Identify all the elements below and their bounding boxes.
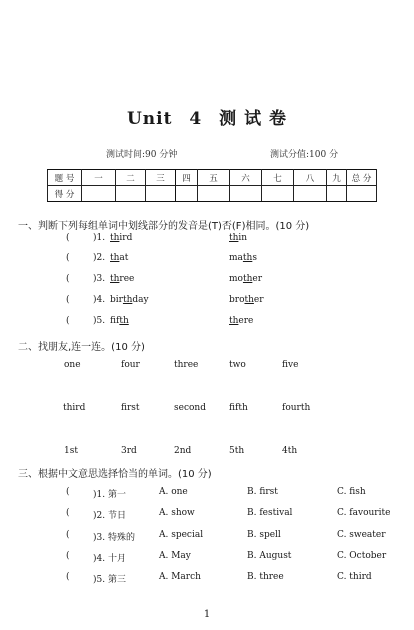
word-a-underlined: th (110, 253, 120, 263)
word-b-prefix: ma (229, 253, 243, 263)
score-cell (262, 186, 294, 202)
word-a (110, 316, 129, 326)
option-c[interactable]: C. fish (337, 487, 366, 497)
word-b-prefix: mo (229, 274, 243, 284)
score-cell (176, 186, 198, 202)
word-b (229, 253, 257, 263)
page-number: 1 (203, 609, 211, 620)
word-a-underlined: th (110, 233, 120, 243)
option-a[interactable]: A. March (159, 572, 201, 582)
match-word[interactable]: first (121, 403, 140, 413)
option-c[interactable]: C. favourite (337, 508, 391, 518)
title-name: 测 试 卷 (219, 109, 288, 129)
score-header-cell: 三 (146, 170, 176, 186)
option-c[interactable]: C. October (337, 551, 387, 561)
match-word[interactable]: 2nd (174, 446, 192, 456)
match-word[interactable]: fifth (229, 403, 248, 413)
match-word[interactable]: third (63, 403, 86, 413)
option-a[interactable]: A. May (159, 551, 191, 561)
word-a (110, 295, 149, 305)
match-word[interactable]: 4th (282, 446, 298, 456)
score-header-cell: 五 (198, 170, 230, 186)
question-number: )5. (93, 316, 106, 326)
score-table (47, 169, 377, 202)
word-b-underlined: th (242, 253, 253, 263)
answer-paren[interactable]: ( (66, 316, 70, 326)
question-number: )1. 第一 (93, 490, 126, 500)
word-a-underlined: th (119, 316, 129, 326)
word-a-suffix: ird (119, 233, 133, 243)
match-word[interactable]: 3rd (121, 446, 137, 456)
section3-question (0, 572, 414, 586)
word-b-suffix: s (252, 253, 257, 263)
match-word[interactable]: second (174, 403, 206, 413)
score-cell (294, 186, 327, 202)
match-word[interactable]: 1st (64, 446, 78, 456)
score-cell (146, 186, 176, 202)
word-b-underlined: th (244, 295, 254, 305)
word-a-suffix: ree (119, 274, 135, 284)
word-b-suffix: ere (238, 316, 254, 326)
option-b[interactable]: B. three (247, 572, 284, 582)
section1-question (0, 295, 414, 309)
option-c[interactable]: C. sweater (337, 530, 386, 540)
word-b (229, 316, 253, 326)
word-b-underlined: th (242, 274, 253, 284)
section2-heading: 二、找朋友,连一连。(10 分) (18, 342, 145, 353)
score-header-cell: 二 (116, 170, 146, 186)
section3-heading: 三、根据中文意思选择恰当的单词。(10 分) (18, 469, 212, 480)
score-header-cell: 总 分 (347, 170, 377, 186)
test-score: 测试分值:100 分 (270, 150, 339, 160)
word-b (229, 295, 264, 305)
score-header-cell: 八 (294, 170, 327, 186)
score-cell (198, 186, 230, 202)
match-word[interactable]: four (121, 360, 140, 370)
question-number: )1. (93, 233, 106, 243)
word-a-prefix: fif (110, 316, 120, 326)
word-b-prefix: bro (229, 295, 245, 305)
option-a[interactable]: A. special (159, 530, 204, 540)
answer-paren[interactable]: ( (66, 551, 70, 561)
option-b[interactable]: B. August (247, 551, 292, 561)
option-c[interactable]: C. third (337, 572, 372, 582)
section1-question (0, 253, 414, 267)
question-number: )2. (93, 253, 106, 263)
question-number: )4. 十月 (93, 554, 126, 564)
score-cell (116, 186, 146, 202)
match-word[interactable]: 5th (229, 446, 245, 456)
answer-paren[interactable]: ( (66, 253, 70, 263)
question-number: )4. (93, 295, 106, 305)
word-b (229, 274, 262, 284)
match-word[interactable]: two (229, 360, 246, 370)
word-a (110, 274, 134, 284)
score-cell (347, 186, 377, 202)
answer-paren[interactable]: ( (66, 233, 70, 243)
word-b-suffix: in (238, 233, 248, 243)
option-b[interactable]: B. first (247, 487, 278, 497)
answer-paren[interactable]: ( (66, 295, 70, 305)
score-cell (82, 186, 116, 202)
answer-paren[interactable]: ( (66, 508, 70, 518)
score-header-cell: 九 (327, 170, 347, 186)
question-number: )3. (93, 274, 106, 284)
question-number: )5. 第三 (93, 575, 126, 585)
option-a[interactable]: A. one (159, 487, 188, 497)
question-number: )2. 节日 (93, 511, 126, 521)
score-cell (230, 186, 262, 202)
section3-question (0, 487, 414, 501)
option-b[interactable]: B. spell (247, 530, 281, 540)
word-b-suffix: er (253, 295, 264, 305)
section3-question (0, 530, 414, 544)
answer-paren[interactable]: ( (66, 572, 70, 582)
title-number: 4 (189, 109, 203, 129)
word-b (229, 233, 247, 243)
title-unit: Unit (126, 109, 173, 129)
score-header-row (48, 170, 377, 186)
word-a (110, 233, 132, 243)
score-value-row (48, 186, 377, 202)
match-word[interactable]: five (282, 360, 299, 370)
word-a-suffix: day (132, 295, 149, 305)
match-word[interactable]: three (174, 360, 199, 370)
section3-question (0, 551, 414, 565)
score-row-label: 得 分 (48, 186, 82, 202)
word-a-underlined: th (110, 274, 120, 284)
section1-question (0, 233, 414, 247)
option-a[interactable]: A. show (159, 508, 195, 518)
word-a-prefix: bir (110, 295, 123, 305)
answer-paren[interactable]: ( (66, 274, 70, 284)
section1-question (0, 274, 414, 288)
score-header-cell: 题 号 (48, 170, 82, 186)
word-b-underlined: th (229, 233, 239, 243)
word-a-underlined: th (122, 295, 133, 305)
score-header-cell: 四 (176, 170, 198, 186)
word-a (110, 253, 128, 263)
option-b[interactable]: B. festival (247, 508, 293, 518)
page-title (0, 104, 414, 129)
section1-question (0, 316, 414, 330)
test-time: 测试时间:90 分钟 (106, 150, 178, 160)
answer-paren[interactable]: ( (66, 530, 70, 540)
section3-question (0, 508, 414, 522)
word-a-suffix: at (119, 253, 129, 263)
score-header-cell: 一 (82, 170, 116, 186)
word-b-underlined: th (229, 316, 239, 326)
word-b-suffix: er (252, 274, 263, 284)
score-header-cell: 六 (230, 170, 262, 186)
match-word[interactable]: fourth (282, 403, 311, 413)
section1-heading: 一、判断下列每组单词中划线部分的发音是(T)否(F)相同。(10 分) (18, 221, 310, 232)
score-cell (327, 186, 347, 202)
question-number: )3. 特殊的 (93, 533, 135, 543)
match-word[interactable]: one (64, 360, 81, 370)
score-header-cell: 七 (262, 170, 294, 186)
answer-paren[interactable]: ( (66, 487, 70, 497)
